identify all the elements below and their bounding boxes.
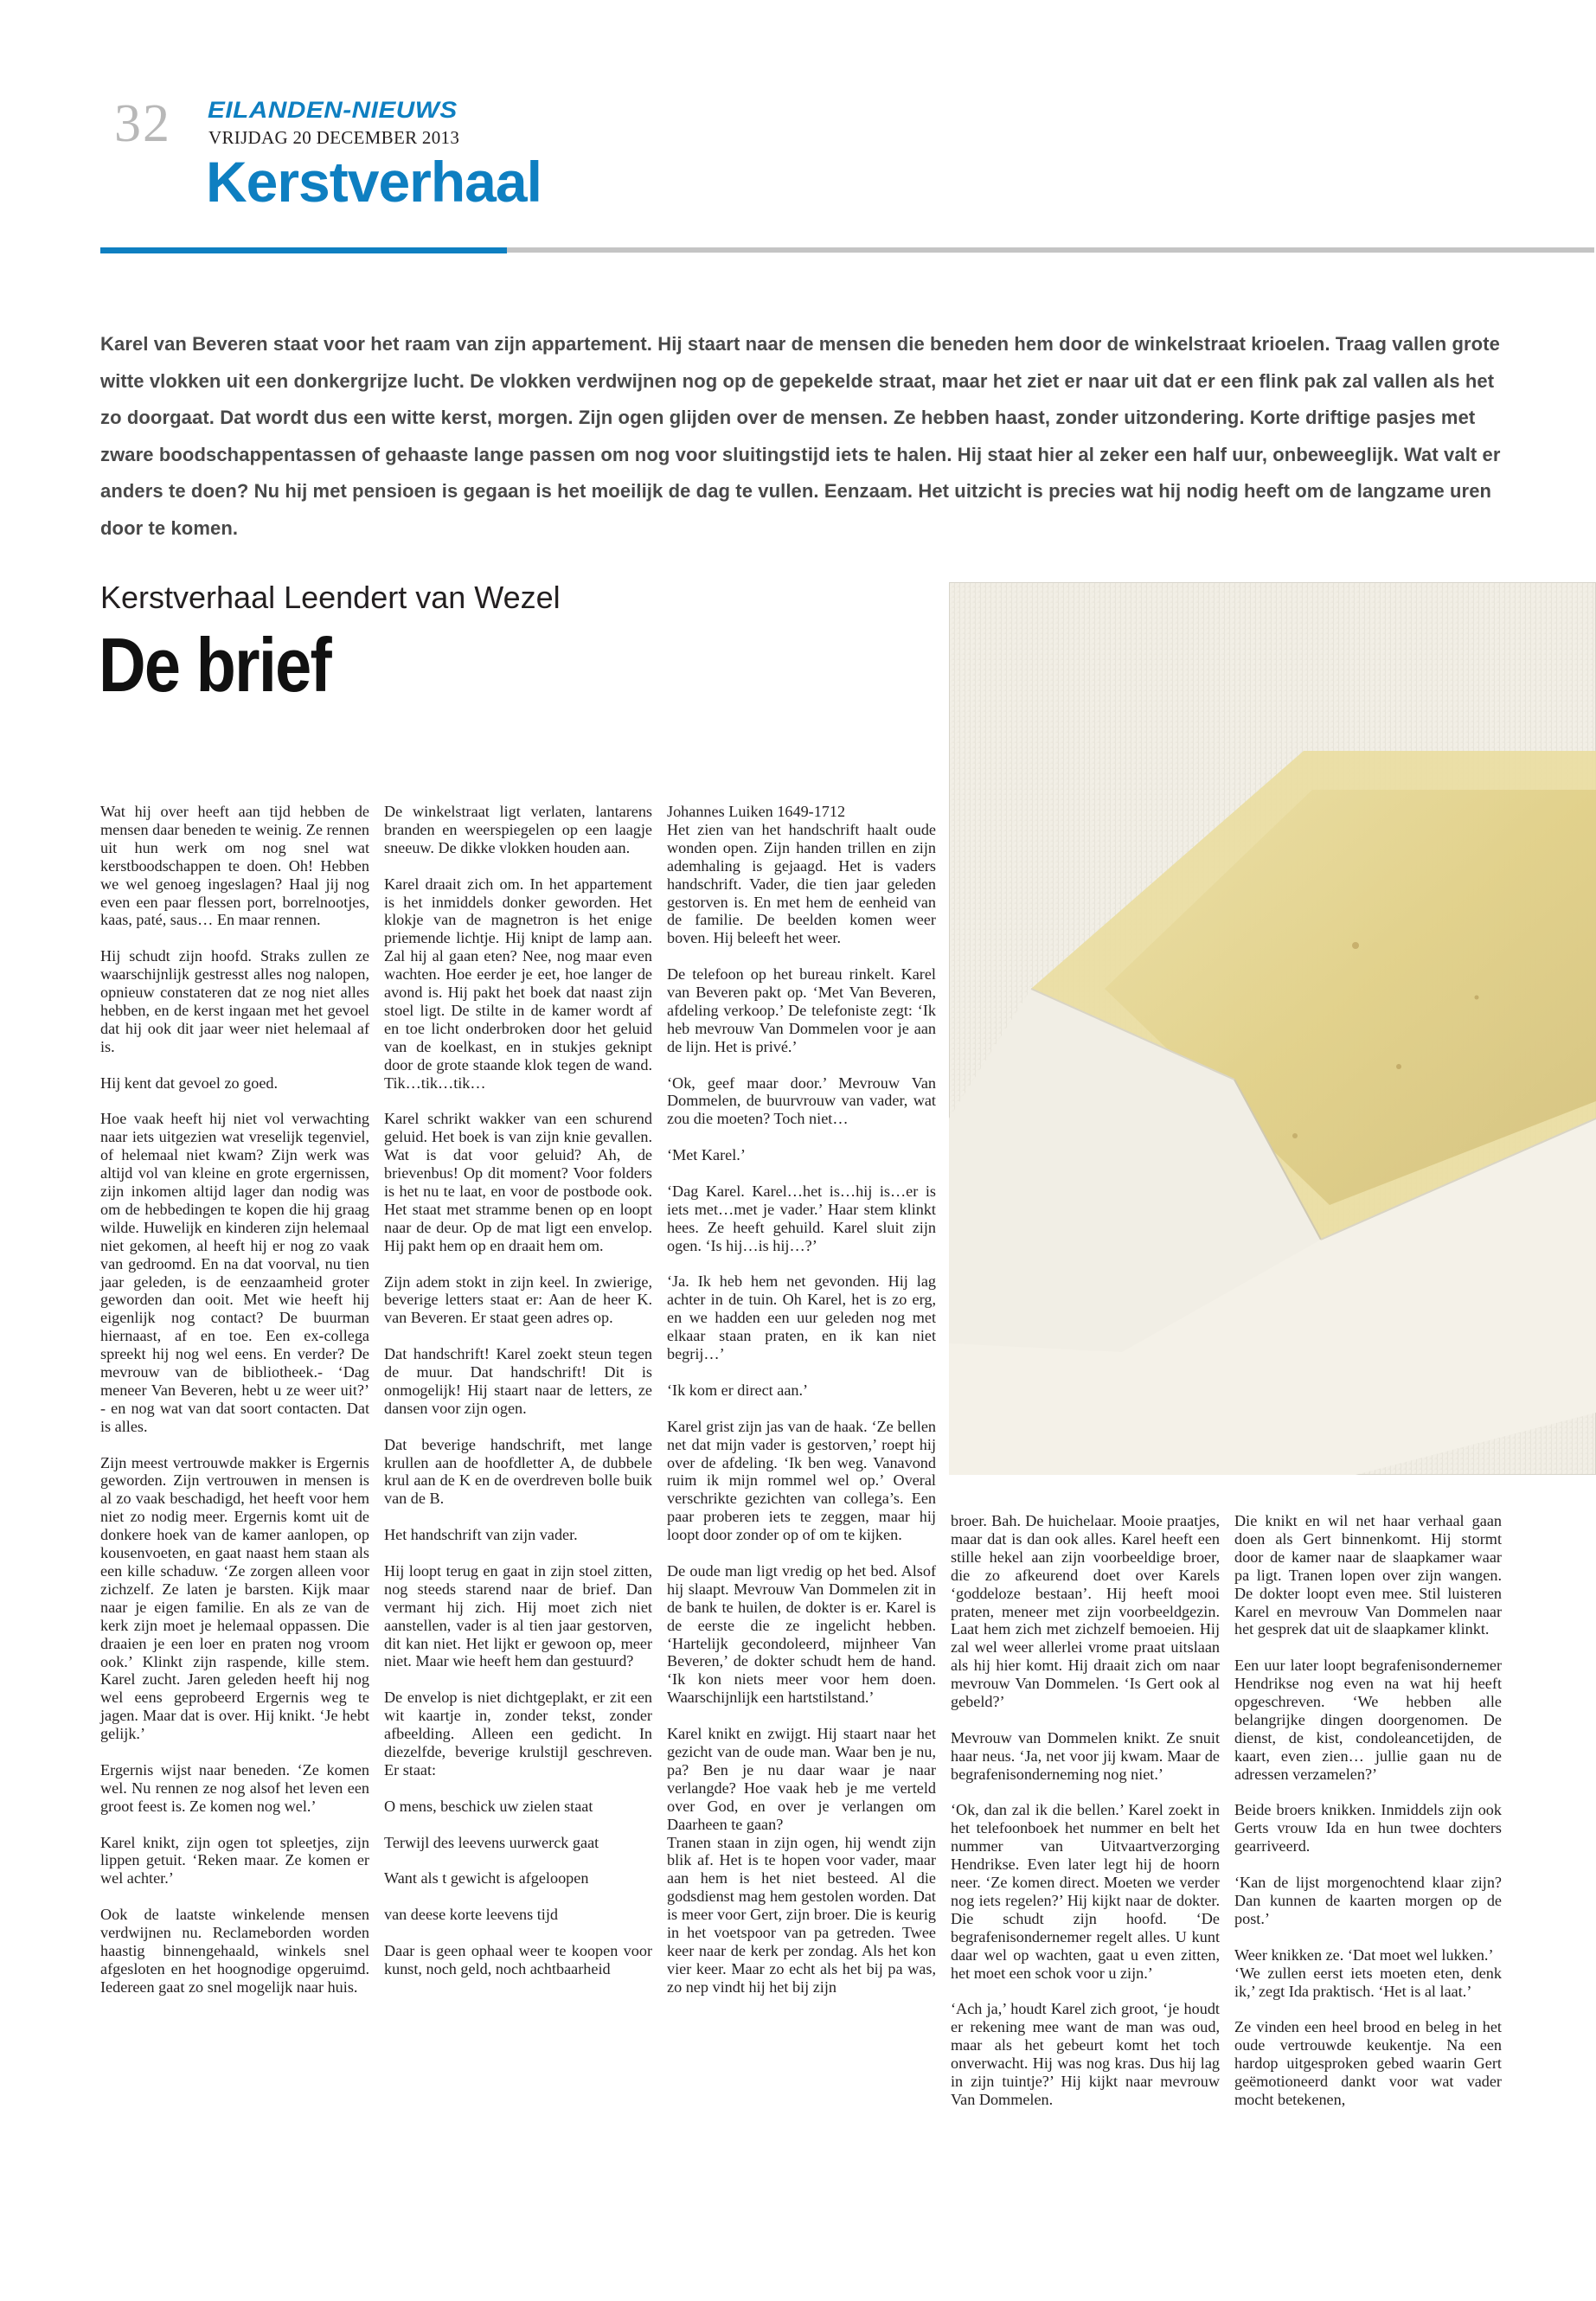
article-paragraph: Johannes Luiken 1649-1712 Het zien van het handschrift haalt oude wonden open. Zijn handen trillen en zijn ademhaling is gejaagd. Het is vaders handschrift. Vader, die tien jaar geleden gestorven is. En met hem de eenheid van de familie. De beelden komen weer boven. Hij beleeft het weer.	[667, 803, 936, 947]
article-paragraph: Hij kent dat gevoel zo goed.	[100, 1074, 279, 1092]
article-paragraph: De oude man ligt vredig op het bed. Alsof hij slaapt. Mevrouw Van Dommelen zit in de bank te huilen, de dokter is er. Karel is de eerste die ze ingelicht hebben. ‘Hartelijk gecondoleerd, mijnheer Van Beveren,’ de dokter schudt hem de hand. ‘Ik kon niets meer voor hem doen. Waarschijnlijk een hartstilstand.’	[667, 1561, 936, 1707]
article-column-2	[384, 803, 652, 1997]
article-paragraph: Die knikt en wil net haar verhaal gaan doen als Gert binnenkomt. Hij stormt door de kamer naar de slaapkamer waar pa ligt. Tranen lopen over zijn wangen. De dokter loopt even mee. Stil luisteren Karel en mevrouw Van Dommelen naar het gesprek dat uit de slaapkamer klinkt.	[1234, 1512, 1502, 1638]
article-paragraph: Zijn adem stokt in zijn keel. In zwierige, beverige letters staat er: Aan de heer K. van Beveren. Er staat geen adres op.	[384, 1272, 652, 1327]
article-paragraph: Karel draait zich om. In het appartement is het inmiddels donker geworden. Het klokje van de magnetron is het enige priemende lichtje. Hij knipt de lamp aan. Zal hij al gaan eten? Nee, nog maar even wachten. Hoe eerder je eet, hoe langer de avond is. Hij pakt het boek dat naast zijn stoel ligt. De stilte in de kamer wordt af en toe licht onderbroken door het geluid van de koelkast, en in stukjes geknipt door de grote staande klok tegen de wand. Tik…tik…tik…	[384, 875, 652, 1092]
article-paragraph: Een uur later loopt begrafenisondernemer Hendrikse nog even na wat hij heeft opgeschreven. ‘We hebben alle belangrijke dingen doorgenomen. De dienst, de kist, condoleancetijden, de kaart, even zien… jullie gaan nu de adressen verzamelen?’	[1234, 1657, 1502, 1783]
article-kicker: Kerstverhaal Leendert van Wezel	[100, 580, 561, 615]
article-paragraph: Karel knikt en zwijgt. Hij staart naar het gezicht van de oude man. Waar ben je nu, pa? Ben je nu daar waar je naar verlangde? Hoe vaak heb je me verteld over God, en over je verlangen om Daarheen te gaan? Tranen staan in zijn ogen, hij wendt zijn blik af. Het is te hopen voor vader, maar aan hem is het niet besteed. Al die godsdienst mag hem gestolen worden. Dat is meer voor Gert, zijn broer. Die is keurig in het voetspoor van pa getreden. Twee keer naar de kerk per zondag. Als het kon vier keer. Maar zo echt als het bij pa was, zo nep vindt hij het bij zijn	[667, 1725, 936, 1996]
article-paragraph: De telefoon op het bureau rinkelt. Karel van Beveren pakt op. ‘Met Van Beveren, afdeling verkoop.’ De telefoniste zegt: ‘Ik heb mevrouw Van Dommelen voor je aan de lijn. Het is privé.’	[667, 965, 936, 1055]
article-paragraph: ‘Ok, dan zal ik die bellen.’ Karel zoekt in het telefoonboek het nummer en belt het nummer van Uitvaartverzorging Hendrikse. Even later legt hij de hoorn neer. ‘Ze komen direct. Moeten we verder nog iets regelen?’ Hij kijkt naar de dokter. Die schudt zijn hoofd. ‘De begrafenisondernemer regelt alles. U kunt daar wel op wachten, gaat u even zitten, het moet een schok voor u zijn.’	[951, 1801, 1220, 1982]
envelope-photo	[949, 582, 1596, 1475]
article-paragraph: Ergernis wijst naar beneden. ‘Ze komen wel. Nu rennen ze nog alsof het leven een groot feest is. Ze komen nog wel.’	[100, 1760, 369, 1815]
article-paragraph: Dat beverige handschrift, met lange krullen aan de hoofdletter A, de dubbele krul aan de K en de overdreven bolle buik van de B.	[384, 1435, 652, 1508]
masthead-logo: EILANDEN-NIEUWS	[208, 97, 458, 123]
article-paragraph: Wat hij over heeft aan tijd hebben de mensen daar beneden te weinig. Ze rennen uit hun werk om nog snel wat kerstboodschappen te doen. Oh! Hebben we wel genoeg ingeslagen? Haal jij nog even een paar flessen port, borrelnootjes, kaas, paté, saus… En maar rennen.	[100, 803, 369, 929]
article-paragraph: Ook de laatste winkelende mensen verdwijnen nu. Reclameborden worden haastig binnengehaald, winkels snel afgesloten en het hoognodige opgeruimd. Iedereen gaat zo snel mogelijk naar huis.	[100, 1906, 369, 1996]
article-paragraph: ‘Dag Karel. Karel…het is…hij is…er is iets met…met je vader.’ Haar stem klinkt hees. Ze heeft gehuild. Karel sluit zijn ogen. ‘Is hij…is hij…?’	[667, 1182, 936, 1254]
article-paragraph: Beide broers knikken. Inmiddels zijn ook Gerts vrouw Ida en hun twee dochters gearriveerd.	[1234, 1801, 1502, 1856]
article-headline: De brief	[99, 622, 331, 708]
article-paragraph: ‘Kan de lijst morgenochtend klaar zijn? Dan kunnen de kaarten morgen op de post.’	[1234, 1874, 1502, 1927]
article-column-5	[1234, 1512, 1502, 2127]
header-rule-accent	[100, 247, 507, 253]
article-column-3	[667, 803, 936, 2015]
article-paragraph: De envelop is niet dichtgeplakt, er zit een wit kaartje in, zonder tekst, zonder afbeelding. Alleen een gedicht. In diezelfde, beverige krulstijl geschreven. Er staat:	[384, 1689, 652, 1779]
article-paragraph: Mevrouw van Dommelen knikt. Ze snuit haar neus. ‘Ja, net voor jij kwam. Maar de begrafenisonderneming nog niet.’	[951, 1728, 1220, 1783]
article-paragraph: Weer knikken ze. ‘Dat moet wel lukken.’ ‘We zullen eerst iets moeten eten, denk ik,’ zegt Ida praktisch. ‘Het is al laat.’	[1234, 1945, 1502, 2000]
article-column-4	[951, 1512, 1220, 2127]
article-paragraph: Dat handschrift! Karel zoekt steun tegen de muur. Dat handschrift! Dit is onmogelijk! Hij staart naar de letters, ze dansen voor zijn ogen.	[384, 1345, 652, 1417]
article-paragraph: Hij loopt terug en gaat in zijn stoel zitten, nog steeds starend naar de brief. Dan vermant hij zich. Hij moet zich niet aanstellen, vader is al tien jaar gestorven, dit kan niet. Het lijkt er gewoon op, meer niet. Maar wie heeft hem dan gestuurd?	[384, 1561, 652, 1670]
article-paragraph: De winkelstraat ligt verlaten, lantarens branden en weerspiegelen op een laagje sneeuw. De dikke vlokken houden aan.	[384, 803, 652, 856]
article-paragraph: Ze vinden een heel brood en beleg in het oude vertrouwde keukentje. Na een hardop uitgesproken gebed waarin Gert geëmotioneerd dankt voor wat vader mocht betekenen,	[1234, 2018, 1502, 2108]
article-paragraph: ‘Met Karel.’	[667, 1146, 746, 1164]
article-paragraph: Daar is geen ophaal weer te koopen voor kunst, noch geld, noch achtbaarheid	[384, 1941, 652, 1977]
article-paragraph: Karel knikt, zijn ogen tot spleetjes, zijn lippen getuit. ‘Reken maar. Ze komen er wel achter.’	[100, 1833, 369, 1888]
article-paragraph: Zijn meest vertrouwde makker is Ergernis geworden. Zijn vertrouwen in mensen is al zo vaak beschadigd, het heeft voor hem niet zo nodig meer. Ergernis komt uit de donkere hoek van de kamer aanlopen, op kousenvoeten, en gaat naast hem staan als een kille schaduw. ‘Ze zorgen alleen voor zichzelf. Ze laten je barsten. Kijk maar naar je eigen familie. En als ze van de kerk zijn moet je helemaal oppassen. Die draaien je een loer en praten nog vroom ook.’ Klinkt zijn raspende, kille stem. Karel zucht. Jaren geleden heeft hij nog wel eens geprobeerd Ergernis weg te jagen. Maar dat is over. Hij knikt. ‘Je hebt gelijk.’	[100, 1453, 369, 1743]
article-paragraph: ‘Ja. Ik heb hem net gevonden. Hij lag achter in de tuin. Oh Karel, het is zo erg, en we hadden een uur geleden nog met elkaar staan praten, en ik kan niet begrij…’	[667, 1272, 936, 1363]
article-paragraph: van deese korte leevens tijd	[384, 1906, 558, 1924]
article-paragraph: Het handschrift van zijn vader.	[384, 1526, 578, 1544]
article-column-1	[100, 803, 369, 2015]
article-paragraph: broer. Bah. De huichelaar. Mooie praatjes, maar dat is dan ook alles. Karel heeft een stille hekel aan zijn voorbeeldige broer, die zo afkeurend doet over Karels ‘goddeloze bestaan’. Hij heeft mooi praten, meneer met zijn voorbeeldgezin. Laat hem zich met zichzelf bemoeien. Hij zal wel weer allerlei vrome praat uitslaan als hij hier komt. Hij draait zich om naar mevrouw Van Dommelen. ‘Is Gert ook al gebeld?’	[951, 1512, 1220, 1711]
section-title: Kerstverhaal	[206, 150, 542, 214]
article-paragraph: Hij schudt zijn hoofd. Straks zullen ze waarschijnlijk gestresst alles nog nalopen, opnieuw constateren dat ze nog niet alles hebben, en de kerst ingaan met het gevoel dat hij ook dit jaar weer niet helemaal af is.	[100, 947, 369, 1055]
article-paragraph: Karel schrikt wakker van een schurend geluid. Het boek is van zijn knie gevallen. Wat is dat voor geluid? Ah, de brievenbus! Op dit moment? Voor folders is het nu te laat, en voor de postbode ook. Het staat met stramme benen op en loopt naar de deur. Op de mat ligt een envelop. Hij pakt hem op en draait hem om.	[384, 1110, 652, 1254]
article-paragraph: Want als t gewicht is afgeloopen	[384, 1869, 589, 1888]
issue-date: VRIJDAG 20 DECEMBER 2013	[208, 127, 460, 148]
page-number: 32	[114, 94, 171, 153]
intro-paragraph: Karel van Beveren staat voor het raam van zijn appartement. Hij staart naar de mensen die beneden hem door de winkelstraat krioelen. Traag vallen grote witte vlokken uit een donkergrijze lucht. De vlokken verdwijnen nog op de gepekelde straat, maar het ziet er naar uit dat er een flink pak zal vallen als het zo doorgaat. Dat wordt dus een witte kerst, morgen. Zijn ogen glijden over de mensen. Ze hebben haast, zonder uitzondering. Korte driftige pasjes met zware boodschappentassen of gehaaste lange passen om nog voor sluitingstijd iets te halen. Hij staat hier al zeker een half uur, onbeweeglijk. Wat valt er anders te doen? Nu hij met pensioen is gegaan is het moeilijk de dag te vullen. Eenzaam. Het uitzicht is precies wat hij nodig heeft om de langzame uren door te komen.	[100, 333, 1501, 539]
article-paragraph: Karel grist zijn jas van de haak. ‘Ze bellen net dat mijn vader is gestorven,’ roept hij over de afdeling. ‘Ik ben weg. Vanavond ruim ik mijn rommel wel op.’ Overal verschrikte gezichten van collega’s. Een paar proberen iets te zeggen, maar hij loopt door zonder op of om te kijken.	[667, 1417, 936, 1544]
article-paragraph: Hoe vaak heeft hij niet vol verwachting naar iets uitgezien wat vreselijk tegenviel, of helemaal niet kwam? Zijn werk was altijd vol van kleine en grote ergernissen, zijn inkomen altijd lager dan nodig was om de hebbedingen te kopen die hij graag wilde. Huwelijk en kinderen zijn helemaal niet gekomen, al heeft hij er nog zo vaak van gedroomd. En na dat voorval, nu tien jaar geleden, is de eenzaamheid groter geworden dan ooit. Met wie heeft hij eigenlijk nog contact? De buurman hiernaast, af en toe. Een ex-collega spreekt hij nog wel eens. En verder? De mevrouw van de bibliotheek.- ‘Dag meneer Van Beveren, hebt u ze weer uit?’ - en nog wat van dat soort contacten. Dat is alles.	[100, 1110, 369, 1435]
article-paragraph: Terwijl des leevens uurwerck gaat	[384, 1833, 599, 1851]
article-paragraph: ‘Ik kom er direct aan.’	[667, 1381, 809, 1399]
article-paragraph: ‘Ok, geef maar door.’ Mevrouw Van Dommelen, de buurvrouw van vader, wat zou die moeten? Toch niet…	[667, 1074, 936, 1128]
article-paragraph: ‘Ach ja,’ houdt Karel zich groot, ‘je houdt er rekening mee want de man was oud, maar als het gebeurt komt het toch onverwacht. Hij was nog kras. Dus hij lag in zijn tuintje?’ Hij kijkt naar mevrouw Van Dommelen.	[951, 2000, 1220, 2108]
article-paragraph: O mens, beschick uw zielen staat	[384, 1797, 593, 1815]
